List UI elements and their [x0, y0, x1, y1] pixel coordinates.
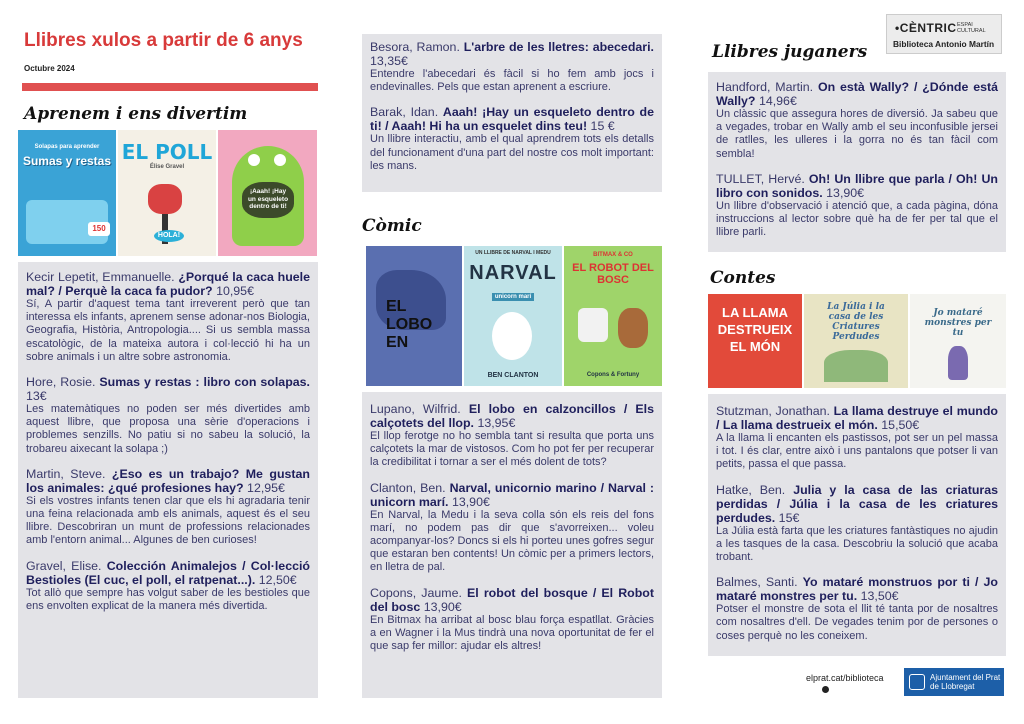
book-entry	[716, 172, 998, 240]
page-title: Llibres xulos a partir de 6 anys	[24, 30, 303, 51]
book-entry	[26, 270, 310, 364]
section-title-aprenem: Aprenem i ens divertim	[24, 104, 248, 124]
book-entry	[370, 586, 654, 654]
cover-poll-hola: HOLA!	[154, 230, 184, 242]
centric-logo	[886, 14, 1002, 54]
book-title: On està Wally? / ¿Dónde está Wally?	[716, 80, 998, 108]
book-price: 13,35€	[370, 54, 408, 68]
section-title-juganers: Llibres juganers	[712, 42, 868, 62]
book-author: Gravel, Elise.	[26, 558, 102, 573]
book-price: 13,90€	[451, 494, 490, 509]
book-title: Narval, unicornio marino / Narval : unicorn marí.	[370, 480, 655, 509]
book-entry	[716, 404, 998, 472]
date-label: Octubre 2024	[24, 64, 75, 73]
cover-esqueleto	[218, 130, 317, 256]
juganers-panel	[708, 72, 1006, 252]
cover-sumas-y-restas	[18, 130, 116, 256]
book-author: Handford, Martin.	[716, 80, 814, 94]
book-description: El llop ferotge no ho sembla tant si resulta que porta uns calçotets la mar de vistosos. Com ho pot fer per recuperar la credibilitat i tornar a ser el més dolent de tots?	[370, 430, 654, 469]
logo-brand: •CÈNTRIC	[895, 21, 957, 35]
cover-narval-author: BEN CLANTON	[487, 372, 539, 379]
ajuntament-shield-icon	[909, 674, 925, 690]
book-entry	[370, 105, 654, 173]
book-entry	[370, 481, 654, 575]
book-entry	[26, 375, 310, 456]
book-description: La Júlia està farta que les criatures fantàstiques no ajudin a les tasques de la casa. Descobriu la solució que acaba trobant.	[716, 524, 998, 564]
book-price: 13€	[26, 389, 47, 404]
book-author: Barak, Idan.	[370, 105, 439, 120]
logo-brand-sub: ESPAI CULTURAL	[957, 22, 986, 34]
cover-sumas-title: Sumas y restas	[22, 154, 112, 168]
book-description: Un clàssic que assegura hores de diversió. Ja sabeu que a vegades, trobar en Wally amb el seu inconfusible jersei de ratlles, les ulleres i la gorra no és tan fàcil com sembla!	[716, 108, 998, 160]
comic-panel	[362, 392, 662, 698]
cover-julia-title: La Júlia i la casa de les Criatures Perdudes	[827, 302, 885, 342]
book-author: Stutzman, Jonathan.	[716, 404, 830, 418]
library-url-link[interactable]: elprat.cat/biblioteca	[806, 673, 884, 683]
book-price: 15 €	[590, 119, 615, 134]
book-author: Besora, Ramon.	[370, 40, 460, 54]
book-price: 13,90€	[423, 599, 462, 614]
book-description: En Bitmax ha arribat al bosc blau força espatllat. Gràcies a en Wagner i la Mus tindrà una nova oportunitat de fer el que sap fer millor: ajudar els altres!	[370, 613, 654, 653]
book-author: TULLET, Hervé.	[716, 171, 805, 186]
book-title: Yo mataré monstruos por ti / Jo mataré monstres per tu.	[716, 575, 998, 604]
facebook-icon[interactable]	[822, 686, 829, 693]
cover-monstres-title: Jo mataré monstres per tu	[924, 308, 992, 338]
book-entry	[716, 575, 998, 643]
book-description: Potser el monstre de sota el llit té tanta por de nosaltres com nosaltres d'ell. De vegades tenim por de persones o coses perquè no les coneixem.	[716, 603, 998, 642]
book-title: L'arbre de les lletres: abecedari.	[463, 40, 654, 54]
book-title: Oh! Un llibre que parla / Oh! Un libro con sonidos.	[716, 171, 998, 200]
cover-llama	[708, 294, 802, 388]
book-author: Martin, Steve.	[26, 466, 106, 481]
cover-narval-subtitle: unicorn marí	[492, 293, 534, 301]
book-entry	[26, 559, 310, 613]
col2-top-panel	[362, 34, 662, 192]
book-author: Clanton, Ben.	[370, 480, 446, 495]
book-author: Copons, Jaume.	[370, 585, 462, 600]
cover-monstres	[910, 294, 1006, 388]
book-entry	[716, 80, 998, 161]
book-price: 15€	[778, 510, 800, 525]
cover-narval-series: UN LLIBRE DE NARVAL I MEDU	[475, 250, 551, 256]
book-entry	[716, 483, 998, 565]
book-price: 13,50€	[860, 589, 899, 604]
logo-library: Biblioteca Antonio Martín	[893, 39, 995, 49]
ajuntament-logo	[904, 668, 1004, 696]
book-entry	[370, 40, 654, 94]
book-description: Sí, A partir d'aquest tema tant irreverent però que tan interessa els infants, aprenem sense adonar-nos Biologia, Geografia, Història, Antropologia.... Si us sembla massa escatològic, de la mateixa autora i col·lecció hi ha un sobre animals i un altre sobre astronomia.	[26, 298, 310, 363]
section-title-comic: Còmic	[362, 216, 422, 236]
cover-esqueleto-title: ¡Aaah! ¡Hay un esqueleto dentro de ti!	[242, 182, 294, 218]
book-author: Hatke, Ben.	[716, 482, 786, 497]
book-title: ¿Eso es un trabajo? Me gustan los animales: ¿qué profesiones hay?	[26, 466, 310, 495]
book-description: En Narval, la Medu i la seva colla són els reis del fons marí, no podem pas dir que s'avorreixen... voleu acompanyar-los? Doncs si els hi porteu unes gofres segur que estaran ben contents! Un còmic per a primers lectors, en lletra de pal.	[370, 508, 654, 574]
cover-robot-title: EL ROBOT DEL BOSC	[572, 262, 654, 286]
section-title-contes: Contes	[710, 268, 776, 288]
book-description: Les matemàtiques no poden ser més divertides amb aquest llibre, que proposa una sèrie d'operacions i problemes senzills. No patiu si no sabeu la solució, la trobareu aixecant la solapa ;)	[26, 403, 310, 455]
book-title: El robot del bosque / El Robot del bosc	[370, 585, 654, 614]
book-author: Kecir Lepetit, Emmanuelle.	[26, 270, 175, 284]
cover-robot	[564, 246, 662, 386]
cover-narval-title: NARVAL	[469, 262, 557, 284]
book-description: A la llama li encanten els pastissos, pot ser un pel massa i tot. I és clar, entre això i uns pantalons que potser li van petits, passa el que passa.	[716, 432, 998, 471]
cover-el-lobo	[366, 246, 462, 386]
cover-julia	[804, 294, 908, 388]
book-price: 14,96€	[758, 94, 797, 108]
book-entry	[26, 467, 310, 548]
book-price: 12,50€	[258, 572, 297, 587]
book-price: 13,95€	[477, 416, 516, 430]
cover-el-poll	[118, 130, 216, 256]
book-title: Colección Animalejos / Col·lecció Bestioles (El cuc, el poll, el ratpenat...).	[26, 558, 310, 587]
aprenem-panel	[18, 262, 318, 698]
book-author: Balmes, Santi.	[716, 575, 798, 590]
contes-panel	[708, 394, 1006, 656]
book-price: 12,95€	[247, 480, 285, 495]
book-description: Tot allò que sempre has volgut saber de les bestioles que ens envolten explicat de la manera més divertida.	[26, 586, 310, 612]
book-description: Un llibre d'observació i atenció que, a cada pàgina, dóna instruccions al lector sobre què ha de fer per tal que el llibre parli.	[716, 199, 998, 239]
book-title: Aaah! ¡Hay un esqueleto dentro de ti! / Aaah! Hi ha un esquelet dins teu!	[370, 105, 654, 134]
cover-sumas-number: 150	[88, 222, 110, 236]
cover-robot-author: Copons & Fortuny	[586, 372, 640, 378]
book-price: 15,50€	[881, 418, 920, 432]
ajuntament-label: Ajuntament del Prat de Llobregat	[930, 673, 1001, 691]
cover-lobo-title: EL LOBO EN	[386, 298, 433, 351]
cover-poll-author: Élise Gravel	[149, 164, 185, 170]
book-title: Julia y la casa de las criaturas perdidas / Júlia i la casa de les criatures perdudes.	[716, 482, 998, 525]
book-description: Si els vostres infants tenen clar que els hi agradaria tenir una feina relacionada amb els animals, aquest és el seu llibre. Descobriran un munt de professions relacionades amb l'entorn animal... Algunes de ben curioses!	[26, 494, 310, 547]
book-author: Lupano, Wilfrid.	[370, 402, 461, 416]
book-title: ¿Porqué la caca huele mal? / Perquè la caca fa pudor?	[26, 270, 310, 298]
cover-llama-title: LA LLAMA DESTRUEIX EL MÓN	[717, 305, 793, 354]
book-title: La llama destruye el mundo / La llama destrueix el món.	[716, 404, 998, 432]
cover-sumas-subtitle: Solapas para aprender	[34, 144, 100, 150]
book-price: 13,90€	[826, 185, 865, 200]
red-divider	[22, 83, 318, 91]
book-title: El lobo en calzoncillos / Els calçotets del llop.	[370, 402, 654, 430]
cover-robot-series: BITMAX & CO	[593, 252, 633, 258]
book-description: Entendre l'abecedari és fàcil si ho fem amb jocs i endevinalles. Pels que estan aprenent a escriure.	[370, 68, 654, 94]
cover-poll-title: EL POLL	[121, 140, 213, 164]
book-description: Un llibre interactiu, amb el qual aprendrem tots els detalls del funcionament d'una part del nostre cos molt important: les mans.	[370, 133, 654, 172]
book-author: Hore, Rosie.	[26, 375, 96, 390]
cover-narval	[464, 246, 562, 386]
book-entry	[370, 402, 654, 470]
book-price: 10,95€	[216, 284, 254, 298]
book-title: Sumas y restas : libro con solapas.	[99, 375, 310, 390]
